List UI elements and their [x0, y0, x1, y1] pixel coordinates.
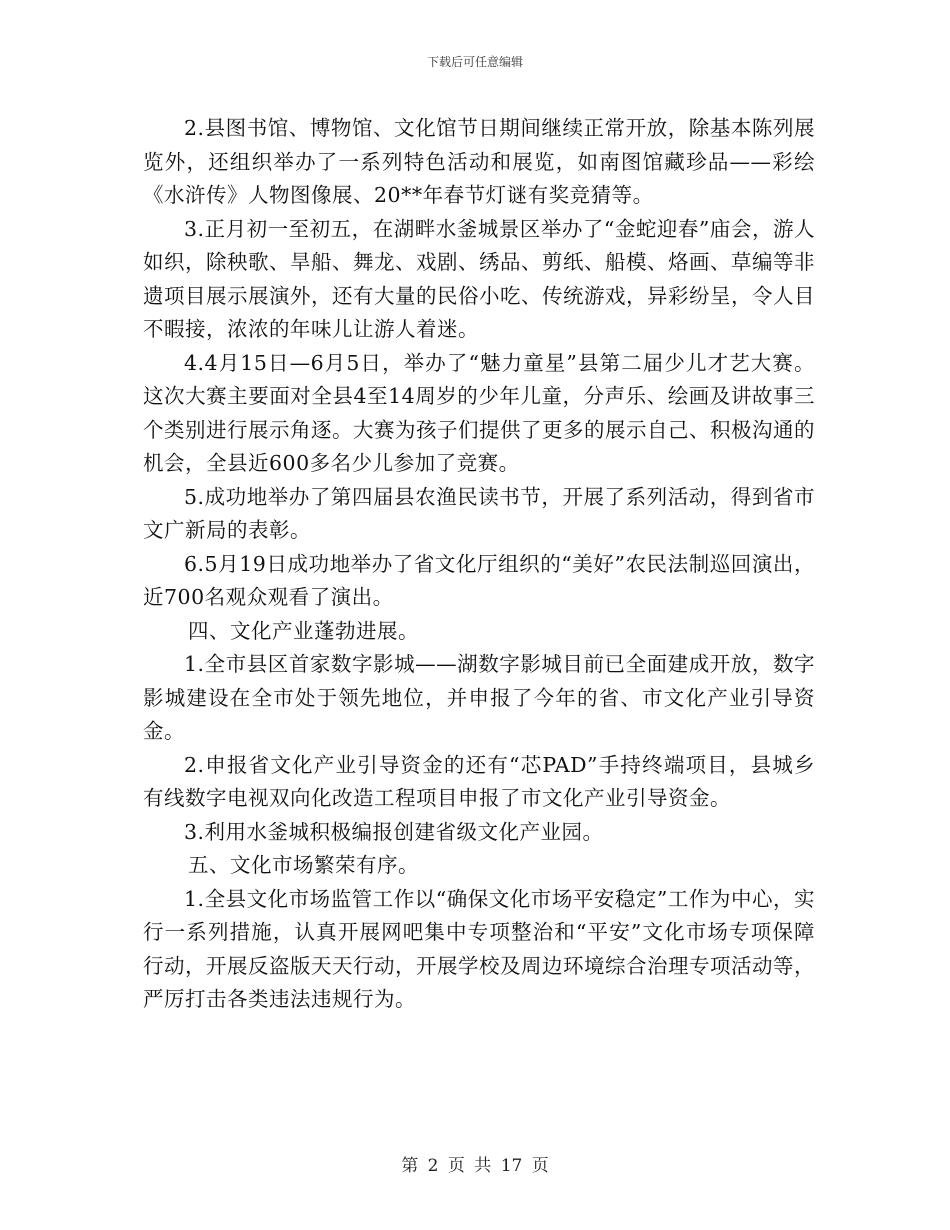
paragraph-3: 4.4月15日—6月5日，举办了“魅力童星”县第二届少儿才艺大赛。这次大赛主要面对全县4至14周岁的少年儿童，分声乐、绘画及讲故事三个类别进行展示角逐。大赛为孩子们提供了更多的展示自己、积极沟通的机会，全县近600多名少儿参加了竞赛。 [143, 350, 815, 475]
paragraph-1: 2.县图书馆、博物馆、文化馆节日期间继续正常开放，除基本陈列展览外，还组织举办了一系列特色活动和展览，如南图馆藏珍品——彩绘《水浒传》人物图像展、20**年春节灯谜有奖竞猜等。 [143, 116, 815, 207]
paragraph-2: 3.正月初一至初五，在湖畔水釜城景区举办了“金蛇迎春”庙会，游人如织，除秧歌、旱船、舞龙、戏剧、绣品、剪纸、船模、烙画、草编等非遗项目展示展演外，还有大量的民俗小吃、传统游戏，异彩纷呈，令人目不暇接，浓浓的年味儿让游人着迷。 [143, 216, 815, 341]
page-header: 下载后可任意编辑 [426, 55, 523, 69]
paragraph-9: 1.全县文化市场监管工作以“确保文化市场平安稳定”工作为中心，实行一系列措施，认真开展网吧集中专项整治和“平安”文化市场专项保障行动，开展反盗版天天行动，开展学校及周边环境综合治理专项活动等，严厉打击各类违法违规行为。 [143, 886, 815, 1011]
section-heading-4: 四、文化产业蓬勃进展。 [188, 618, 419, 643]
paragraph-6: 1.全市县区首家数字影城——湖数字影城目前已全面建成开放，数字影城建设在全市处于领先地位，并申报了今年的省、市文化产业引导资金。 [143, 652, 815, 743]
paragraph-4: 5.成功地举办了第四届县农渔民读书节，开展了系列活动，得到省市文广新局的表彰。 [143, 484, 815, 542]
paragraph-5: 6.5月19日成功地举办了省文化厅组织的“美好”农民法制巡回演出，近700名观众观看了演出。 [143, 551, 815, 609]
document-body [143, 112, 815, 1017]
page-number-footer: 第 2 页 共 17 页 [401, 1156, 549, 1176]
paragraph-8: 3.利用水釜城积极编报创建省级文化产业园。 [184, 819, 604, 844]
paragraph-7: 2.申报省文化产业引导资金的还有“芯PAD”手持终端项目，县城乡有线数字电视双向化改造工程项目申报了市文化产业引导资金。 [143, 752, 815, 810]
section-heading-5: 五、文化市场繁荣有序。 [188, 853, 419, 877]
